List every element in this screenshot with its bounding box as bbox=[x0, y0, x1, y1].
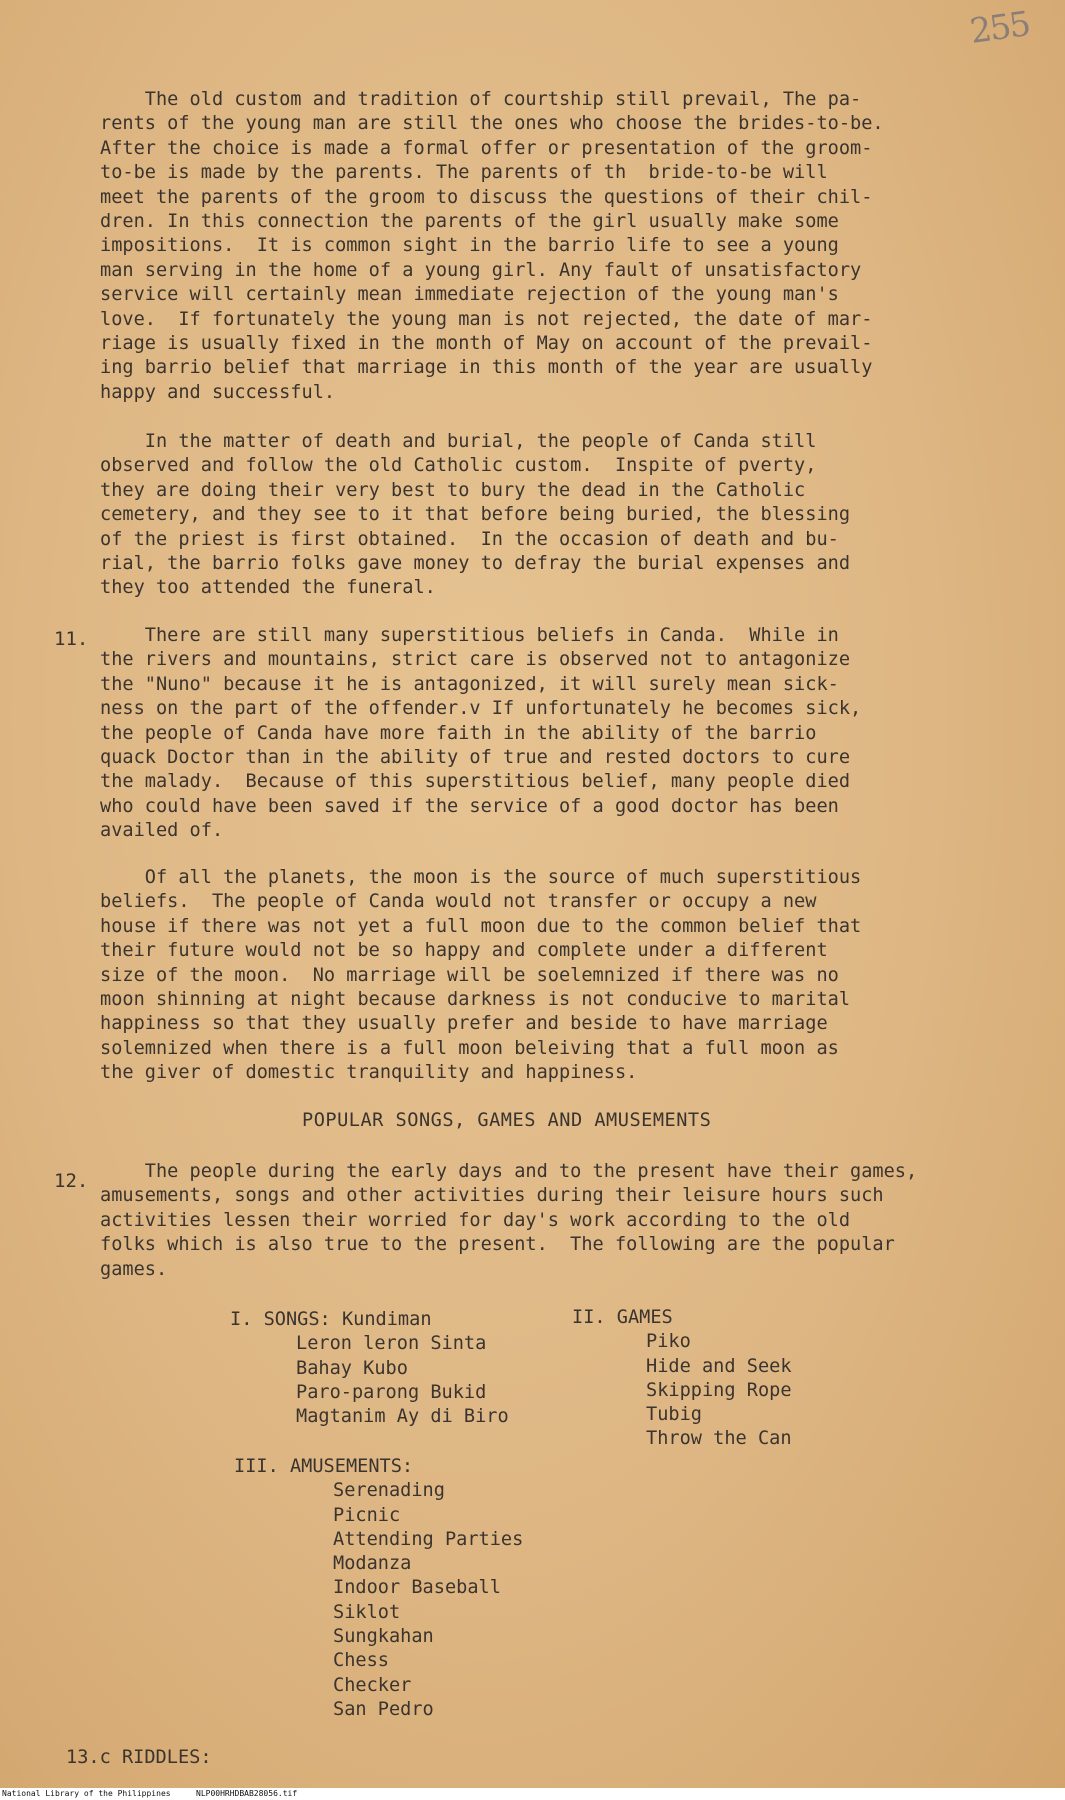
songs-list bbox=[230, 1308, 509, 1429]
list-item: Checker bbox=[333, 1674, 412, 1696]
games-label: II. GAMES bbox=[572, 1307, 673, 1328]
list-item: Serenading bbox=[333, 1480, 445, 1502]
list-item: Hide and Seek bbox=[646, 1355, 792, 1377]
footer-source: National Library of the Philippines bbox=[2, 1789, 171, 1798]
page-number: 255 bbox=[967, 4, 1032, 52]
list-item: Sungkahan bbox=[333, 1626, 434, 1648]
amusements-list bbox=[234, 1455, 523, 1722]
list-item: Piko bbox=[646, 1331, 691, 1353]
paragraph-games-intro: The people during the early days and to the present have their games, amusements, songs and other activities during their leisure hours such activities lessen their worried for day's work according to the old folks which is also true to the present. The following are the popular games. bbox=[100, 1161, 918, 1280]
footer-filename: NLP00HRHDBAB28056.tif bbox=[196, 1789, 298, 1798]
list-item: Modanza bbox=[333, 1553, 412, 1575]
item-number-11: 11. bbox=[54, 628, 89, 650]
paragraph-moon-beliefs: Of all the planets, the moon is the source of much superstitious beliefs. The people of Canda would not transfer or occupy a new house if there was not yet a full moon due to the common belief that their future would not be so happy and complete under a different size of the moon. No marriage will be soelemnized if there was no moon shinning at night because darkness is not conducive to marital happiness so that they usually prefer and beside to have marriage solemnized when there is a full moon beleiving that a full moon as the giver of domestic tranquility and happiness. bbox=[100, 867, 862, 1084]
list-item: Bahay Kubo bbox=[296, 1357, 408, 1379]
amusements-label: III. AMUSEMENTS: bbox=[234, 1456, 414, 1477]
list-item: Skipping Rope bbox=[646, 1379, 792, 1401]
list-item: Attending Parties bbox=[333, 1528, 524, 1550]
list-item: Magtanim Ay di Biro bbox=[296, 1406, 509, 1428]
paragraph-courtship: The old custom and tradition of courtship still prevail, The pa- rents of the young man are still the ones who choose the brides-to-be. After the choice is made a formal offer or presentation of the groom- to-be is made by the parents. The parents of th bride-to-be will meet the parents of the groom to discuss the questions of their chil- dren. In this connection the parents of the girl usually make some impositions. It is common sight in the barrio life to see a young man serving in the home of a young girl. Any fault of unsatisfactory service will certainly mean immediate rejection of the young man's love. If fortunately the young man is not rejected, the date of mar- riage is usually fixed in the month of May on account of the prevail- ing barrio belief that marriage in this month of the year are usually happy and successful. bbox=[100, 89, 884, 403]
paragraph-death-burial: In the matter of death and burial, the people of Canda still observed and follow the old Catholic custom. Inspite of pverty, they are doing their very best to bury the dead in the Catholic cemetery, and they see to it that before being buried, the blessing of the priest is first obtained. In the occasion of death and bu- rial, the barrio folks gave money to defray the burial expenses and they too attended the funeral. bbox=[100, 431, 851, 599]
list-item: San Pedro bbox=[333, 1698, 434, 1720]
item-number-12: 12. bbox=[54, 1170, 89, 1192]
list-item: Siklot bbox=[333, 1601, 401, 1623]
list-item: Chess bbox=[333, 1650, 389, 1672]
list-item: Indoor Baseball bbox=[333, 1577, 501, 1599]
list-item: Kundiman bbox=[341, 1309, 432, 1330]
paragraph-superstitions: There are still many superstitious beliefs in Canda. While in the rivers and mountains, strict care is observed not to antagonize the "Nuno" because it he is antagonized, it will surely mean sick- ness on the part of the offender.v If unfortunately he becomes sick, the people of Canda have more faith in the ability of the barrio quack Doctor than in the ability of true and rested doctors to cure the malady. Because of this superstitious belief, many people died who could have been saved if the service of a good doctor has been availed of. bbox=[100, 625, 862, 842]
list-item: Picnic bbox=[333, 1504, 401, 1526]
riddles-heading: 13.c RIDDLES: bbox=[66, 1747, 212, 1768]
list-item: Paro-parong Bukid bbox=[296, 1381, 487, 1403]
archive-footer bbox=[0, 1788, 1065, 1800]
list-item: Tubig bbox=[646, 1404, 702, 1426]
section-heading: POPULAR SONGS, GAMES AND AMUSEMENTS bbox=[302, 1110, 712, 1131]
games-list bbox=[572, 1306, 792, 1452]
list-item: Leron leron Sinta bbox=[296, 1333, 487, 1355]
list-item: Throw the Can bbox=[646, 1428, 792, 1450]
songs-label: I. SONGS: bbox=[230, 1309, 331, 1330]
